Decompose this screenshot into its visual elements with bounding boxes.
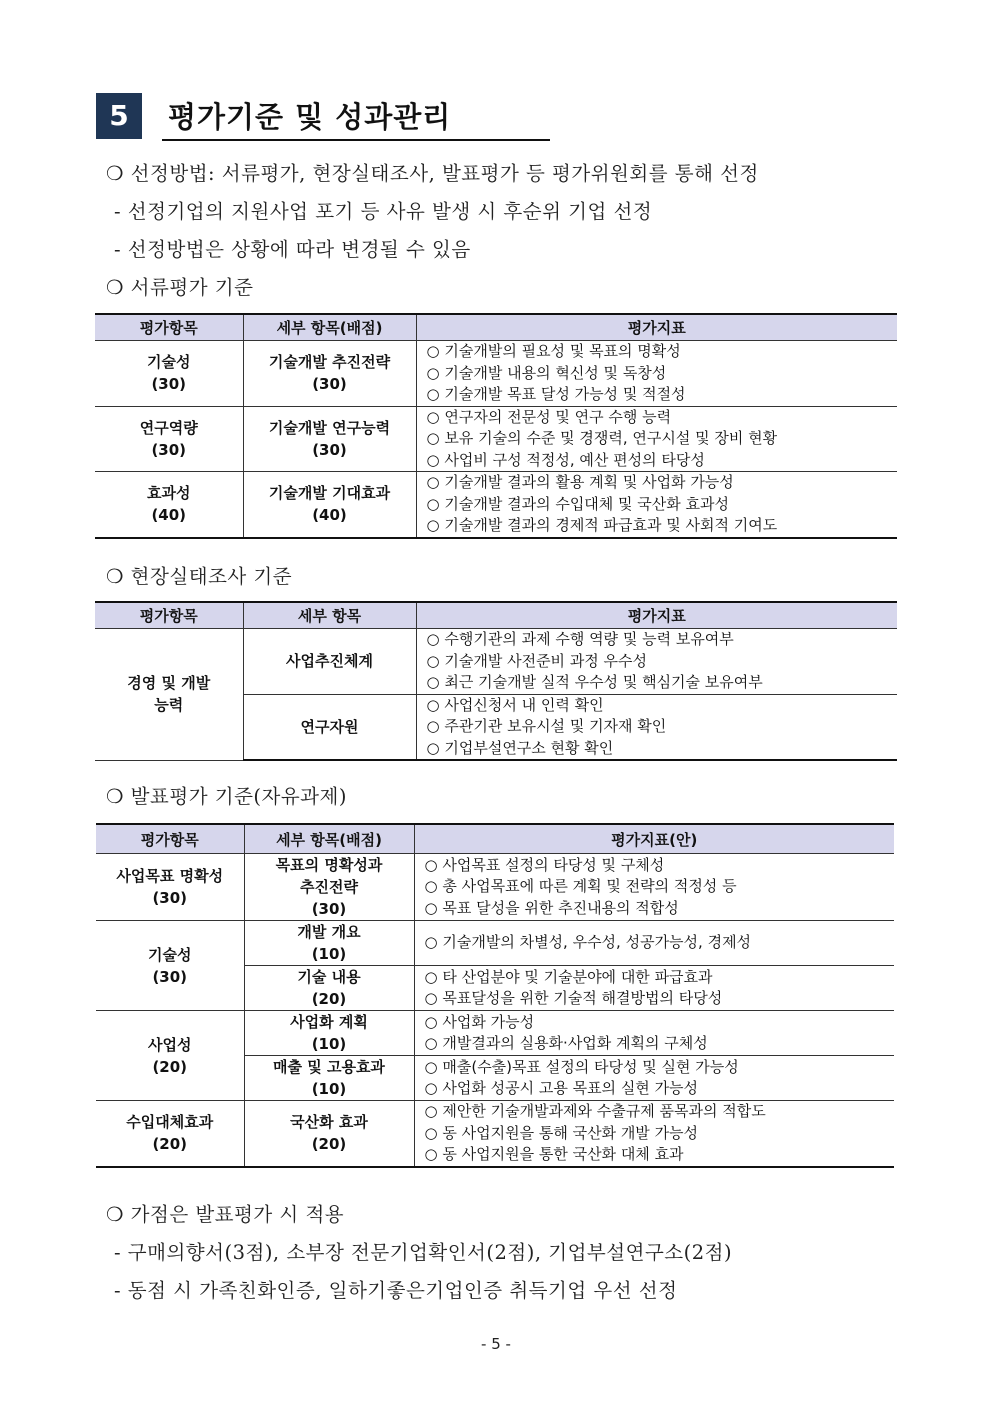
item-cell: 효과성 (40): [95, 472, 243, 538]
indicator-cell: ○ 매출(수출)목표 설정의 타당성 및 실현 가능성 ○ 사업화 성공시 고용 목표의 실현 가능성: [414, 1056, 894, 1101]
detail-cell: 사업추진체계: [243, 629, 416, 695]
table-row: [96, 921, 894, 966]
table-header-row: [95, 314, 897, 341]
header-detail: 세부 항목(배점): [244, 824, 414, 854]
item-cell: 사업성 (20): [96, 1011, 244, 1101]
indicator-cell: ○ 제안한 기술개발과제와 수출규제 품목과의 적합도 ○ 동 사업지원을 통해 국산화 개발 가능성 ○ 동 사업지원을 통한 국산화 대체 효과: [414, 1101, 894, 1167]
table-header-row: [96, 824, 894, 854]
section-title: 평가기준 및 성과관리: [168, 100, 452, 134]
bullet-presentation-review: ❍ 발표평가 기준(자유과제): [106, 785, 347, 808]
header-detail: 세부 항목(배점): [243, 314, 416, 341]
table-row: [96, 1011, 894, 1056]
bullet-bonus-points: ❍ 가점은 발표평가 시 적용: [106, 1203, 345, 1226]
dash-tie-break: - 동점 시 가족친화인증, 일하기좋은기업인증 취득기업 우선 선정: [114, 1279, 678, 1302]
indicator-cell: ○ 수행기관의 과제 수행 역량 및 능력 보유여부 ○ 기술개발 사전준비 과정 우수성 ○ 최근 기술개발 실적 우수성 및 핵심기술 보유여부: [416, 629, 897, 695]
dash-method-change: - 선정방법은 상황에 따라 변경될 수 있음: [114, 238, 471, 261]
site-inspection-table: [95, 601, 897, 761]
detail-cell: 기술개발 연구능력 (30): [243, 406, 416, 472]
detail-cell: 기술개발 기대효과 (40): [243, 472, 416, 538]
bullet-selection-method: ❍ 선정방법: 서류평가, 현장실태조사, 발표평가 등 평가위원회를 통해 선정: [106, 162, 759, 185]
header-indicator: 평가지표: [416, 314, 897, 341]
detail-cell: 국산화 효과 (20): [244, 1101, 414, 1167]
header-item: 평가항목: [95, 314, 243, 341]
table-row: [95, 629, 897, 695]
indicator-cell: ○ 기술개발의 필요성 및 목표의 명확성 ○ 기술개발 내용의 혁신성 및 독창성 ○ 기술개발 목표 달성 가능성 및 적절성: [416, 341, 897, 407]
indicator-cell: ○ 사업화 가능성 ○ 개발결과의 실용화·사업화 계획의 구체성: [414, 1011, 894, 1056]
bullet-site-inspection: ❍ 현장실태조사 기준: [106, 565, 293, 588]
header-item: 평가항목: [95, 602, 243, 629]
page-number: - 5 -: [481, 1335, 511, 1353]
table-row: [96, 854, 894, 921]
detail-cell: 매출 및 고용효과 (10): [244, 1056, 414, 1101]
item-cell: 수입대체효과 (20): [96, 1101, 244, 1167]
detail-cell: 사업화 계획 (10): [244, 1011, 414, 1056]
item-cell: 기술성 (30): [95, 341, 243, 407]
indicator-cell: ○ 연구자의 전문성 및 연구 수행 능력 ○ 보유 기술의 수준 및 경쟁력, 연구시설 및 장비 현황 ○ 사업비 구성 적정성, 예산 편성의 타당성: [416, 406, 897, 472]
table-row: [95, 406, 897, 472]
dash-bonus-items: - 구매의향서(3점), 소부장 전문기업확인서(2점), 기업부설연구소(2점): [114, 1241, 733, 1264]
table-row: [96, 1101, 894, 1167]
detail-cell: 목표의 명확성과 추진전략 (30): [244, 854, 414, 921]
indicator-cell: ○ 사업신청서 내 인력 확인 ○ 주관기관 보유시설 및 기자재 확인 ○ 기업부설연구소 현황 확인: [416, 694, 897, 760]
detail-cell: 기술개발 추진전략 (30): [243, 341, 416, 407]
header-indicator: 평가지표(안): [414, 824, 894, 854]
section-header: [96, 93, 550, 141]
section-number-badge: 5: [96, 93, 142, 139]
table-row: [95, 472, 897, 538]
detail-cell: 연구자원: [243, 694, 416, 760]
header-detail: 세부 항목: [243, 602, 416, 629]
section-underline: [162, 139, 550, 141]
document-review-table: [95, 313, 897, 539]
bullet-document-review: ❍ 서류평가 기준: [106, 276, 254, 299]
indicator-cell: ○ 사업목표 설정의 타당성 및 구체성 ○ 총 사업목표에 따른 계획 및 전략의 적정성 등 ○ 목표 달성을 위한 추진내용의 적합성: [414, 854, 894, 921]
dash-backup-selection: - 선정기업의 지원사업 포기 등 사유 발생 시 후순위 기업 선정: [114, 200, 653, 223]
detail-cell: 기술 내용 (20): [244, 966, 414, 1011]
item-cell: 연구역량 (30): [95, 406, 243, 472]
indicator-cell: ○ 기술개발의 차별성, 우수성, 성공가능성, 경제성: [414, 921, 894, 966]
presentation-review-table: [96, 823, 894, 1168]
header-indicator: 평가지표: [416, 602, 897, 629]
item-cell: 경영 및 개발 능력: [95, 629, 243, 761]
item-cell: 기술성 (30): [96, 921, 244, 1011]
table-header-row: [95, 602, 897, 629]
indicator-cell: ○ 타 산업분야 및 기술분야에 대한 파급효과 ○ 목표달성을 위한 기술적 해결방법의 타당성: [414, 966, 894, 1011]
table-row: [95, 341, 897, 407]
header-item: 평가항목: [96, 824, 244, 854]
item-cell: 사업목표 명확성 (30): [96, 854, 244, 921]
indicator-cell: ○ 기술개발 결과의 활용 계획 및 사업화 가능성 ○ 기술개발 결과의 수입대체 및 국산화 효과성 ○ 기술개발 결과의 경제적 파급효과 및 사회적 기여도: [416, 472, 897, 538]
detail-cell: 개발 개요 (10): [244, 921, 414, 966]
